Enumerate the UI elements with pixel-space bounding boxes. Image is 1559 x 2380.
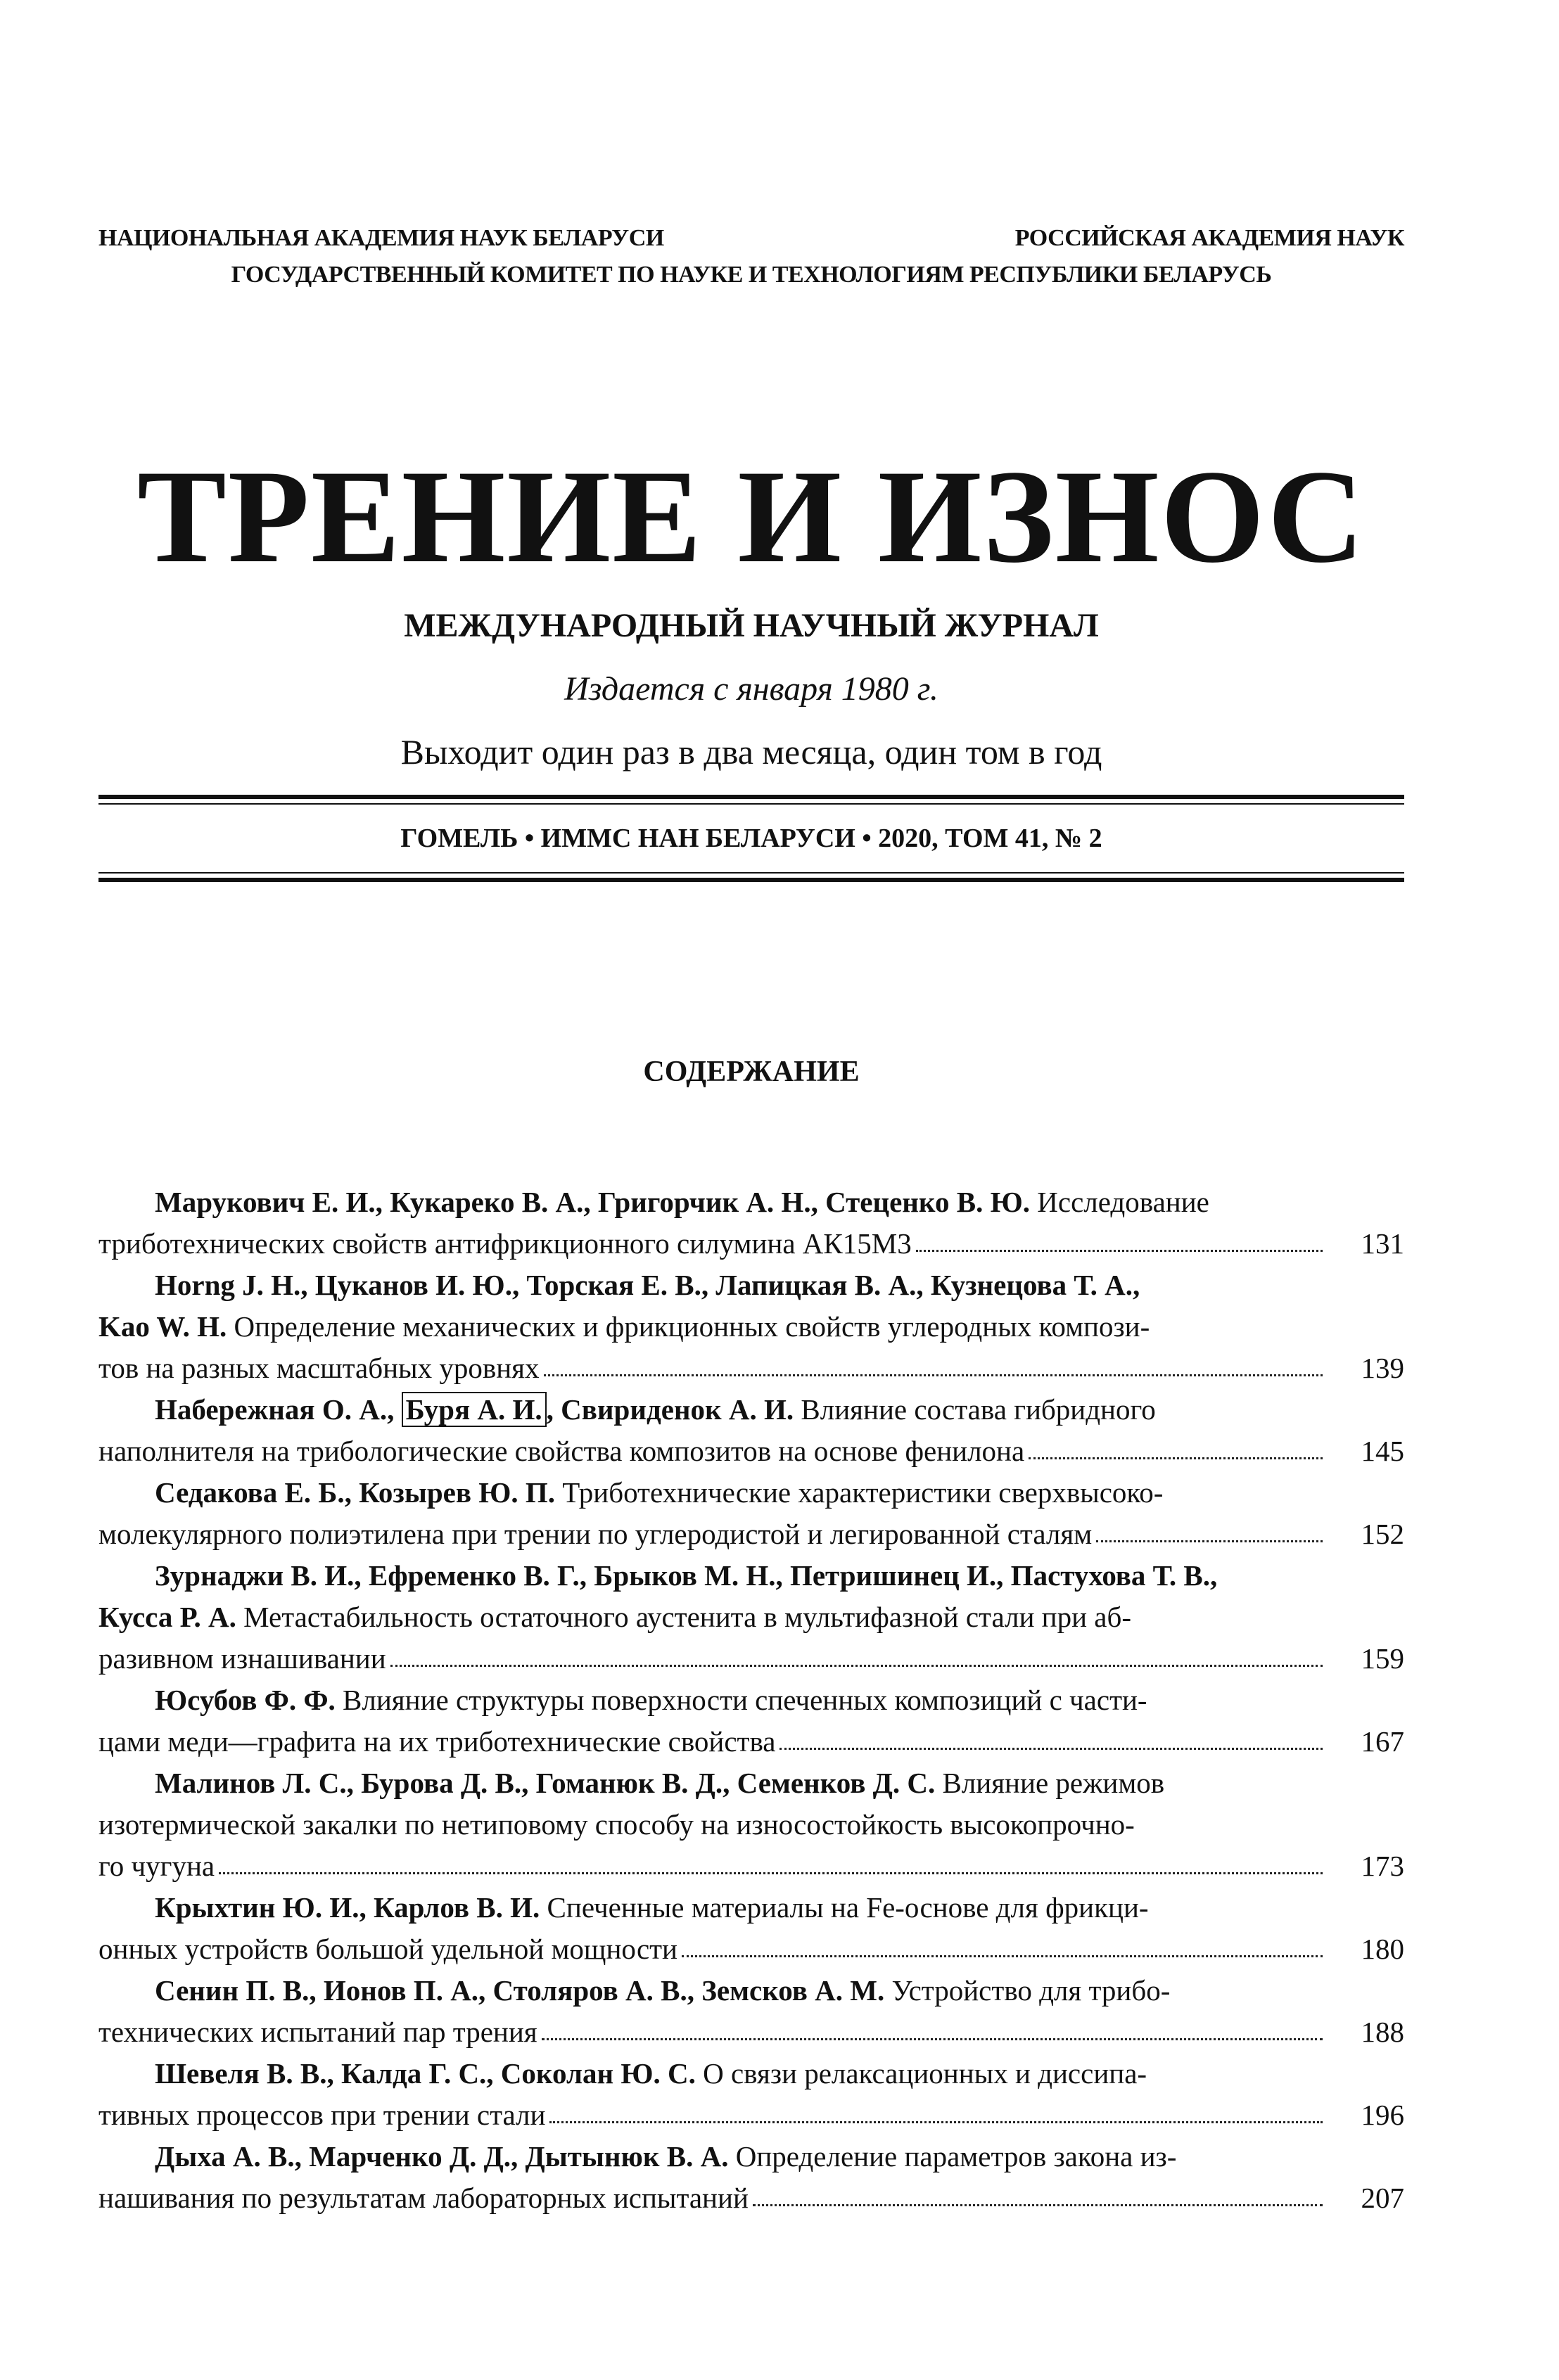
- toc-title-part: Метастабильность остаточного аустенита в мультифазной стали при аб-: [236, 1601, 1131, 1633]
- toc-title-part: го чугуна: [98, 1850, 215, 1882]
- toc-authors: Седакова Е. Б., Козырев Ю. П.: [155, 1476, 556, 1509]
- leader-dots: [682, 1955, 1323, 1957]
- toc-title-part: Определение параметров закона из-: [728, 2140, 1177, 2173]
- toc-boxed-author: Буря А. И.: [402, 1392, 547, 1427]
- journal-since: Издается с января 1980 г.: [564, 670, 938, 708]
- toc-title-part: нашивания по результатам лабораторных испытаний: [98, 2182, 749, 2214]
- toc-authors: Крыхтин Ю. И., Карлов В. И.: [155, 1891, 540, 1924]
- top-thick-rule: [98, 795, 1404, 799]
- toc-authors: Horng J. H., Цуканов И. Ю., Торская Е. В., Лапицкая В. А., Кузнецова Т. А.,: [155, 1269, 1140, 1301]
- toc-authors: Малинов Л. С., Бурова Д. В., Гоманюк В. Д., Семенков Д. С.: [155, 1767, 936, 1799]
- toc-line-last: [98, 1514, 1404, 1555]
- toc-title-part: молекулярного полиэтилена при трении по углеродистой и легированной сталям: [98, 1518, 1093, 1550]
- toc-title-part: разивном изнашивании: [98, 1642, 386, 1675]
- toc-line: [98, 1887, 1404, 1928]
- toc-authors: Шевеля В. В., Калда Г. С., Соколан Ю. С.: [155, 2057, 696, 2090]
- toc-line: [98, 2053, 1404, 2094]
- toc-title-part: онных устройств большой удельной мощности: [98, 1933, 678, 1965]
- toc-line-last: [98, 1845, 1404, 1887]
- leader-dots: [549, 2121, 1323, 2123]
- header-academy-belarus: НАЦИОНАЛЬНАЯ АКАДЕМИЯ НАУК БЕЛАРУСИ: [98, 225, 664, 251]
- toc-line-last: [98, 2011, 1404, 2053]
- toc-line: [98, 1970, 1404, 2011]
- toc-page-number: 167: [1361, 1725, 1404, 1758]
- toc-line-last: [98, 2094, 1404, 2136]
- bottom-thin-rule: [98, 872, 1404, 874]
- toc-line-last: [98, 1348, 1404, 1389]
- toc-line-last: [98, 1721, 1404, 1762]
- toc-title-part: цами меди—графита на их триботехнические свойства: [98, 1725, 776, 1758]
- toc-entry[interactable]: [98, 2136, 1404, 2219]
- leader-dots: [544, 1374, 1323, 1376]
- toc-authors: Юсубов Ф. Ф.: [155, 1684, 336, 1716]
- toc-authors: Сенин П. В., Ионов П. А., Столяров А. В., Земсков А. М.: [155, 1974, 885, 2007]
- toc-page-number: 159: [1361, 1642, 1404, 1675]
- toc-title-part: Триботехнические характеристики сверхвысоко-: [555, 1476, 1164, 1509]
- toc-page-number: 207: [1361, 2182, 1404, 2214]
- toc-entry[interactable]: [98, 1182, 1404, 1265]
- top-thin-rule: [98, 803, 1404, 805]
- leader-dots: [219, 1872, 1323, 1874]
- toc-title-part: Определение механических и фрикционных свойств углеродных компози-: [227, 1310, 1150, 1343]
- toc-title-part: Влияние состава гибридного: [794, 1393, 1156, 1426]
- toc-title-part: технических испытаний пар трения: [98, 2016, 537, 2048]
- journal-imprint: ГОМЕЛЬ • ИММС НАН БЕЛАРУСИ • 2020, ТОМ 41, № 2: [400, 824, 1102, 853]
- toc-line: [98, 1597, 1404, 1638]
- toc-line: [98, 1762, 1404, 1804]
- toc-entry[interactable]: [98, 1472, 1404, 1555]
- contents-heading: СОДЕРЖАНИЕ: [643, 1056, 860, 1088]
- toc-line: [98, 1265, 1404, 1306]
- toc-line: [98, 1680, 1404, 1721]
- toc-authors: Дыха А. В., Марченко Д. Д., Дытынюк В. А.: [155, 2140, 729, 2173]
- toc-line-last: [98, 1223, 1404, 1265]
- toc-line: [98, 2136, 1404, 2177]
- toc-authors: Марукович Е. И., Кукареко В. А., Григорчик А. Н., Стеценко В. Ю.: [155, 1186, 1031, 1218]
- toc-authors: Набережная О. А.,: [155, 1393, 395, 1426]
- toc-page-number: 173: [1361, 1850, 1404, 1882]
- toc-authors: , Свириденок А. И.: [546, 1393, 794, 1426]
- toc-line: [98, 1472, 1404, 1514]
- toc-entry[interactable]: [98, 1680, 1404, 1762]
- toc-title-part: наполнителя на трибологические свойства композитов на основе фенилона: [98, 1435, 1025, 1467]
- toc-page-number: 180: [1361, 1933, 1404, 1965]
- toc-line: [98, 1389, 1404, 1431]
- toc-line-last: [98, 1928, 1404, 1970]
- toc-line: [98, 1555, 1404, 1597]
- toc-entry[interactable]: [98, 1389, 1404, 1472]
- toc-entry[interactable]: [98, 1970, 1404, 2053]
- toc-page-number: 196: [1361, 2099, 1404, 2131]
- leader-dots: [542, 2038, 1323, 2040]
- toc-page-number: 152: [1361, 1518, 1404, 1550]
- toc-entry[interactable]: [98, 2053, 1404, 2136]
- toc-entry[interactable]: [98, 1887, 1404, 1970]
- leader-dots: [916, 1250, 1323, 1252]
- toc-line: [98, 1804, 1404, 1845]
- toc-entry[interactable]: [98, 1265, 1404, 1389]
- toc-title-part: триботехнических свойств антифрикционного силумина АК15М3: [98, 1227, 912, 1260]
- toc-title-part: Исследование: [1030, 1186, 1209, 1218]
- toc-page-number: 139: [1361, 1352, 1404, 1384]
- header-state-committee: ГОСУДАРСТВЕННЫЙ КОМИТЕТ ПО НАУКЕ И ТЕХНОЛОГИЯМ РЕСПУБЛИКИ БЕЛАРУСЬ: [231, 262, 1272, 288]
- toc-title-part: Влияние структуры поверхности спеченных композиций с части-: [335, 1684, 1147, 1716]
- leader-dots: [753, 2204, 1323, 2206]
- toc-title-part: О связи релаксационных и диссипа-: [695, 2057, 1147, 2090]
- toc-page-number: 145: [1361, 1435, 1404, 1467]
- toc-line: [98, 1182, 1404, 1223]
- toc-authors: Kao W. H.: [98, 1310, 227, 1343]
- toc-title-part: Влияние режимов: [935, 1767, 1165, 1799]
- bottom-thick-rule: [98, 878, 1404, 882]
- toc-title-part: тивных процессов при трении стали: [98, 2099, 546, 2131]
- leader-dots: [390, 1665, 1323, 1667]
- journal-subtitle: МЕЖДУНАРОДНЫЙ НАУЧНЫЙ ЖУРНАЛ: [404, 607, 1099, 644]
- toc-title-part: Устройство для трибо-: [884, 1974, 1171, 2007]
- toc-entry[interactable]: [98, 1555, 1404, 1680]
- table-of-contents: [98, 1182, 1404, 2219]
- toc-entry[interactable]: [98, 1762, 1404, 1887]
- toc-page-number: 131: [1361, 1227, 1404, 1260]
- toc-title-part: изотермической закалки по нетиповому способу на износостойкость высокопрочно-: [98, 1808, 1135, 1841]
- toc-authors: Кусса Р. А.: [98, 1601, 236, 1633]
- toc-page-number: 188: [1361, 2016, 1404, 2048]
- leader-dots: [780, 1748, 1323, 1750]
- toc-line-last: [98, 1638, 1404, 1680]
- journal-frequency: Выходит один раз в два месяца, один том в год: [400, 732, 1102, 772]
- toc-line-last: [98, 2177, 1404, 2219]
- journal-title: ТРЕНИЕ И ИЗНОС: [137, 443, 1366, 591]
- header-academy-russia: РОССИЙСКАЯ АКАДЕМИЯ НАУК: [1014, 225, 1404, 251]
- leader-dots: [1096, 1540, 1323, 1542]
- leader-dots: [1029, 1457, 1323, 1459]
- toc-line-last: [98, 1431, 1404, 1472]
- toc-title-part: Спеченные материалы на Fe-основе для фрикци-: [540, 1891, 1149, 1924]
- toc-line: [98, 1306, 1404, 1348]
- toc-title-part: тов на разных масштабных уровнях: [98, 1352, 540, 1384]
- toc-authors: Зурнаджи В. И., Ефременко В. Г., Брыков М. Н., Петришинец И., Пастухова Т. В.,: [155, 1559, 1218, 1592]
